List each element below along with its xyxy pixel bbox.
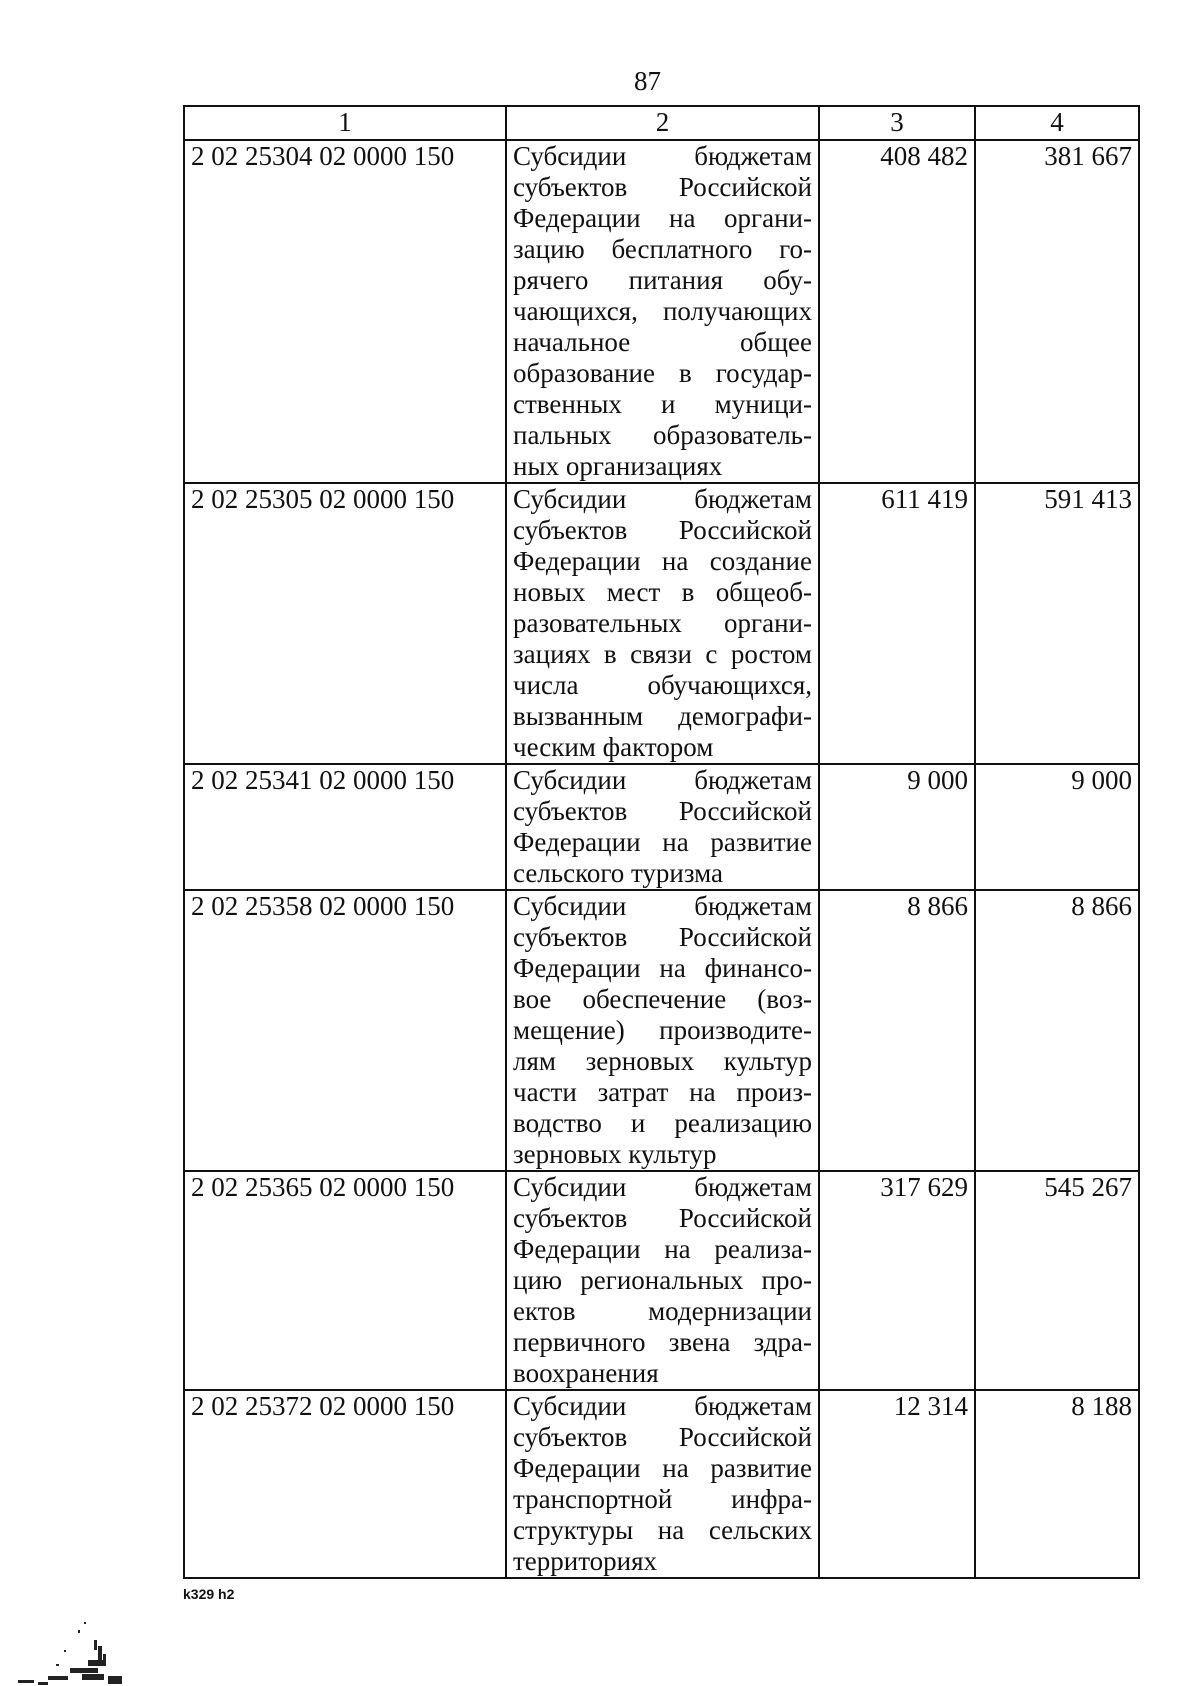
- row-value-col4: 545 267: [975, 1171, 1139, 1390]
- budget-table: [183, 105, 1140, 1579]
- row-description: Субсидии бюджетам субъектов Российской Федерации на реализацию региональных проектов модернизации первичного звена здравоохранения: [506, 1171, 819, 1390]
- column-header-2: 2: [506, 106, 819, 140]
- row-code: 2 02 25358 02 0000 150: [184, 890, 506, 1171]
- page-number: 87: [634, 66, 661, 96]
- row-value-col4: 591 413: [975, 483, 1139, 764]
- table-row: [184, 1171, 1139, 1390]
- scan-noise-decoration: [8, 1610, 123, 1686]
- table-row: [184, 140, 1139, 483]
- row-value-col3: 8 866: [819, 890, 975, 1171]
- row-value-col4: 381 667: [975, 140, 1139, 483]
- row-code: 2 02 25304 02 0000 150: [184, 140, 506, 483]
- table-row: [184, 483, 1139, 764]
- row-description: Субсидии бюджетам субъектов Российской Федерации на развитие сельского туризма: [506, 764, 819, 890]
- document-code: k329 h2: [183, 1586, 235, 1602]
- row-description: Субсидии бюджетам субъектов Российской Федерации на организацию бесплатного горячего питания обучающихся, получающих начальное общее образование в государственных и муниципальных образовательных организациях: [506, 140, 819, 483]
- row-value-col4: 8 188: [975, 1390, 1139, 1578]
- column-header-4: 4: [975, 106, 1139, 140]
- row-value-col3: 317 629: [819, 1171, 975, 1390]
- row-value-col4: 9 000: [975, 764, 1139, 890]
- row-value-col3: 9 000: [819, 764, 975, 890]
- row-code: 2 02 25305 02 0000 150: [184, 483, 506, 764]
- row-code: 2 02 25372 02 0000 150: [184, 1390, 506, 1578]
- table-row: [184, 764, 1139, 890]
- row-value-col4: 8 866: [975, 890, 1139, 1171]
- row-code: 2 02 25365 02 0000 150: [184, 1171, 506, 1390]
- table-header-row: [184, 106, 1139, 140]
- column-header-1: 1: [184, 106, 506, 140]
- row-description: Субсидии бюджетам субъектов Российской Федерации на создание новых мест в общеобразовательных организациях в связи с ростом числа обучающихся, вызванным демографическим фактором: [506, 483, 819, 764]
- row-description: Субсидии бюджетам субъектов Российской Федерации на развитие транспортной инфраструктуры на сельских территориях: [506, 1390, 819, 1578]
- row-value-col3: 12 314: [819, 1390, 975, 1578]
- column-header-3: 3: [819, 106, 975, 140]
- table-row: [184, 890, 1139, 1171]
- row-value-col3: 611 419: [819, 483, 975, 764]
- row-value-col3: 408 482: [819, 140, 975, 483]
- row-code: 2 02 25341 02 0000 150: [184, 764, 506, 890]
- row-description: Субсидии бюджетам субъектов Российской Федерации на финансовое обеспечение (возмещение) производителям зерновых культур части затрат на производство и реализацию зерновых культур: [506, 890, 819, 1171]
- table-row: [184, 1390, 1139, 1578]
